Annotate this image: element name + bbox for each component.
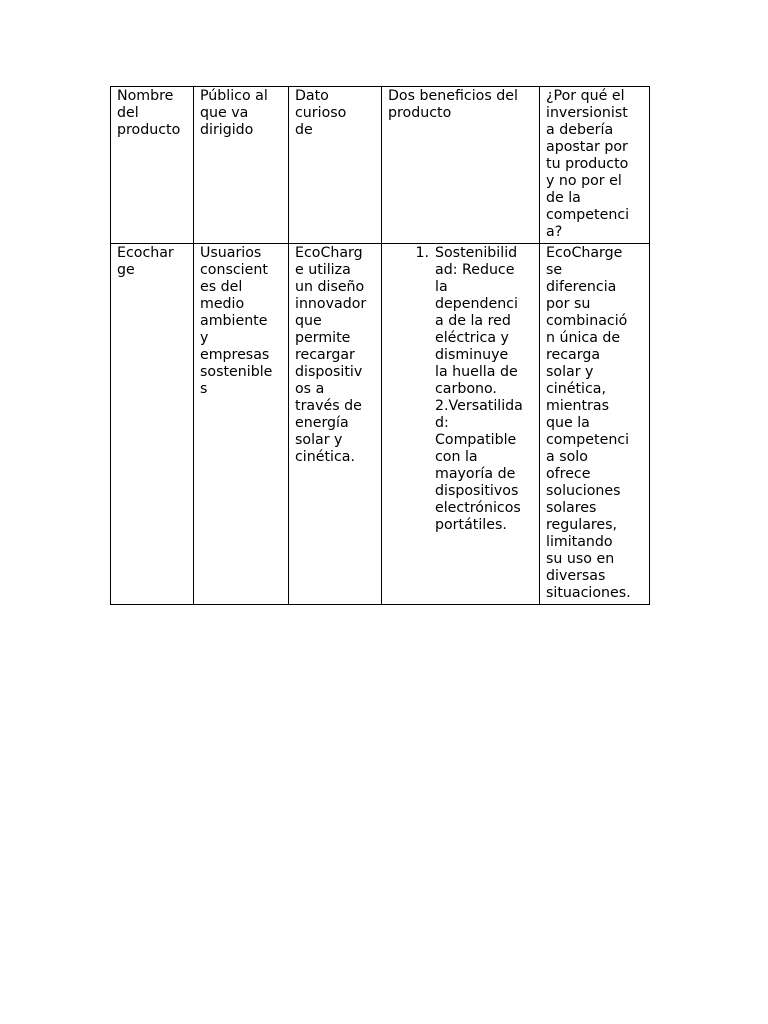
header-fun-fact: Dato curioso de: [295, 88, 347, 138]
header-audience: Público al que va dirigido: [200, 88, 268, 138]
cell-audience: [194, 244, 289, 605]
cell-fun-fact: [289, 244, 382, 605]
header-cell-why-invest: [540, 87, 650, 244]
list-item: [388, 245, 533, 398]
table-row: [111, 244, 650, 605]
cell-why-invest: [540, 244, 650, 605]
header-product-name: Nombre del producto: [117, 88, 181, 138]
header-cell-product-name: [111, 87, 194, 244]
product-table: [110, 86, 650, 605]
header-cell-fun-fact: [289, 87, 382, 244]
header-benefits: Dos beneficios del producto: [388, 88, 518, 121]
cell-benefits: [382, 244, 540, 605]
header-cell-audience: [194, 87, 289, 244]
benefit-1-text: Sostenibilid ad: Reduce la dependenci a de la red eléctrica y disminuye la huella de carbono.: [435, 245, 518, 397]
audience-text: Usuarios conscient es del medio ambiente y empresas sostenible s: [200, 245, 273, 397]
header-cell-benefits: [382, 87, 540, 244]
header-why-invest: ¿Por qué el inversionist a debería apostar por tu producto y no por el de la competenci a?: [546, 88, 630, 240]
cell-product-name: [111, 244, 194, 605]
benefit-2-text: 2.Versatilida d: Compatible con la mayoría de dispositivos electrónicos portátiles.: [435, 398, 523, 533]
why-invest-text: EcoCharge se diferencia por su combinació n única de recarga solar y cinética, mientras que la competenci a solo ofrece soluciones solares regulares, limitando su uso en diversas situaciones.: [546, 245, 631, 601]
table-header-row: [111, 87, 650, 244]
product-name-text: Ecochar ge: [117, 245, 174, 278]
benefits-list: [388, 245, 533, 534]
fun-fact-text: EcoCharg e utiliza un diseño innovador que permite recargar dispositiv os a través de energía solar y cinética.: [295, 245, 367, 465]
list-number: 1.: [415, 245, 429, 261]
